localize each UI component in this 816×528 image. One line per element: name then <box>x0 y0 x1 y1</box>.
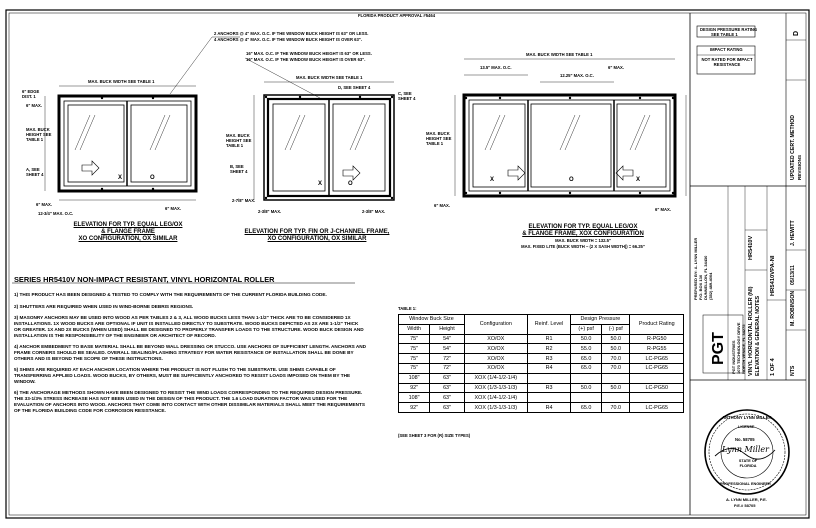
table-cell: R2 <box>527 344 570 354</box>
e2-b-sheet: B, SEE SHEET 4 <box>230 164 248 174</box>
tb-impact: IMPACT RATING <box>710 47 743 52</box>
seal-license: LICENSE <box>738 425 755 429</box>
table-row <box>399 334 684 344</box>
e2-note-top-1: 2 ANCHORS @ 4" MAX. O.C. IF THE WINDOW BUCK HEIGHT IS 63" OR LESS. <box>214 31 369 36</box>
th-rating: Product Rating <box>630 315 684 335</box>
table-cell: 72" <box>430 354 465 364</box>
pgt-logo: PGT <box>710 332 727 365</box>
table-cell: 70.0 <box>601 363 630 373</box>
note-3: 3) MASONRY ANCHORS MAY BE USED INTO WOOD AS PER TABLES 2 & 3, ALL WOOD BUCKS LESS THAN 1-1/2" THICK ARE TO BE CONSIDERED 1X INSTALLATIONS. 1X WOOD BUCKS ARE OPTIONAL IF UNIT IS INSTALLED DIRECTLY TO SUBSTRATE. WOOD BUCKS DEPICTED AS 2X ARE 1-1/2" THICK OR GREATER. 1X AND 2X BUCKS (WHEN USED) SHALL BE DESIGNED TO PROPERLY TRANSFER LOADS TO THE STRUCTURE. WOOD BUCK DESIGN AND INSTALLATION IS THE RESPONSIBILITY OF THE ENGINEER OR ARCHITECT OF RECORD. <box>14 315 364 338</box>
tb-maker-1: PGT INDUSTRIES <box>731 340 736 374</box>
e2-o: O <box>348 181 353 187</box>
table-cell: XOX (1/3-1/3-1/3) <box>464 383 527 393</box>
table-cell: 72" <box>430 363 465 373</box>
elevation-3-drawing <box>455 59 686 196</box>
e1-caption-2: & FLANGE FRAME <box>101 229 155 235</box>
e3-caption-1: ELEVATION FOR TYP. EQUAL LEG/OX <box>528 224 638 230</box>
table-row <box>399 363 684 373</box>
e1-a-edge: A, SEE SHEET 4 <box>26 167 44 177</box>
table-cell: 63" <box>430 383 465 393</box>
tb-company-4: (352) 489-4004 <box>708 272 713 300</box>
table-cell: XOX (1/3-1/3-1/3) <box>464 403 527 413</box>
e1-buck-height: MAX. BUCK HEIGHT SEE TABLE 1 <box>26 127 52 142</box>
design-table <box>398 314 684 413</box>
th-buck: Window Buck Size <box>399 315 465 325</box>
table-row <box>399 403 684 413</box>
table-cell: R1 <box>527 334 570 344</box>
e3-caption-2: & FLANGE FRAME, XOX CONFIGURATION <box>522 231 644 237</box>
e1-six-max-top: 6" MAX. <box>26 103 42 108</box>
table-cell: XOX (1/4-1/2-1/4) <box>464 393 527 403</box>
table-cell: 50.0 <box>601 334 630 344</box>
tb-maker-3: NORTH VENICE, FL 34275 <box>741 324 746 374</box>
seal-num: No. 58705 <box>735 437 755 442</box>
tb-company-1: PREPARED BY: A. LYNN MILLER <box>693 237 698 300</box>
table-row <box>399 383 684 393</box>
table-body <box>399 334 684 412</box>
e1-max-buck-width: MAX. BUCK WIDTH SEE TABLE 1 <box>88 79 155 84</box>
note-4: 4) ANCHOR EMBEDMENT TO BASE MATERIAL SHALL BE BEYOND WALL DRESSING OR STUCCO. USE ANCHORS OF SUFFICIENT LENGTH. ANCHORS AND FRAME CORNERS SHOULD BE SEALED. OVERALL SEALING/FLASHING STRATEGY FOR WATER RESISTANCE OF INSTALLATION SHALL BE DONE BY OTHERS AND IS BEYOND THE SCOPE OF THESE INSTRUCTIONS. <box>14 344 367 361</box>
th-config: Configuration <box>464 315 527 335</box>
seal-signature: Lynn Miller <box>722 445 769 454</box>
e3-sub-1: MAX. BUCK WIDTH = 132.5" <box>555 238 611 243</box>
e2-oc-r: 2-3/8" MAX. <box>362 209 386 214</box>
e1-caption-3: XO CONFIGURATION, OX SIMILAR <box>78 236 178 242</box>
tb-desc: ELEVATION & GENERAL NOTES <box>755 295 761 376</box>
th-dp: Design Pressure <box>571 315 630 325</box>
e3-a: 13.5" MAX. O.C. <box>480 65 512 70</box>
table-cell: 108" <box>399 373 430 383</box>
table-cell <box>601 373 630 383</box>
tb-drawn: J. HEWITT <box>790 220 796 246</box>
table-cell: 50.0 <box>571 334 602 344</box>
table-cell: 50.0 <box>601 344 630 354</box>
table-cell: LC-PG65 <box>630 403 684 413</box>
tb-series: HR5410V <box>748 235 754 260</box>
table-label: TABLE 1: <box>398 306 417 311</box>
note-6: 6) THE ANCHORAGE METHODS SHOWN HAVE BEEN DESIGNED TO RESIST THE WIND LOADS CORRESPONDING TO THE REQUIRED DESIGN PRESSURE. THE 33-1/3% STRESS INCREASE HAS NOT BEEN USED IN THE DESIGN OF THIS PRODUCT. THE 1.6 LOAD DURATION FACTOR WAS USED FOR THE EVALUATION OF ANCHORS INTO WOOD. ANCHORS THAT COME INTO CONTACT WITH OTHER DISSIMILAR MATERIALS SHALL MEET THE REQUIREMENTS OF THE FLORIDA BUILDING CODE FOR CORROSION RESISTANCE. <box>14 390 366 413</box>
table-cell: R3 <box>527 383 570 393</box>
e2-oc-l: 2-3/8" MAX. <box>258 209 282 214</box>
table-cell <box>527 393 570 403</box>
table-cell: 50.0 <box>571 383 602 393</box>
table-cell: R4 <box>527 363 570 373</box>
e3-c: 6" MAX. <box>608 65 624 70</box>
e3-e: 6" MAX. <box>434 203 450 208</box>
table-cell: 55.0 <box>571 344 602 354</box>
seal-pe: PROFESSIONAL ENGINEER <box>720 482 771 486</box>
table-cell: 70.0 <box>601 403 630 413</box>
tb-revision-label: REVISIONS <box>797 154 802 180</box>
table-footnote: (SEE SHEET 3 FOR (R) SIZE TYPES) <box>398 433 471 438</box>
e2-note-oc-2: 16" MAX. O.C. IF THE WINDOW BUCK HEIGHT IS OVER 63". <box>246 57 366 62</box>
table-cell: XO/OX <box>464 354 527 364</box>
table-cell: XOX (1/4-1/2-1/4) <box>464 373 527 383</box>
e2-caption-2: XO CONFIGURATION, OX SIMILAR <box>267 236 367 242</box>
table-cell: LC-PG65 <box>630 354 684 364</box>
tb-product: VINYL HORIZONTAL ROLLER (NI) <box>748 286 754 376</box>
table-cell: 63" <box>430 403 465 413</box>
table-row <box>399 354 684 364</box>
table-cell: LC-PG65 <box>630 363 684 373</box>
tb-company-3: DUNNELLON, FL 34430 <box>703 255 708 300</box>
tb-design-pressure: DESIGN PRESSURE RATING <box>700 27 758 32</box>
e1-caption-1: ELEVATION FOR TYP. EQUAL LEG/OX <box>73 222 183 228</box>
table-row <box>399 393 684 403</box>
e3-f: 6" MAX. <box>655 207 671 212</box>
seal-footer-2: P.E.# 58705 <box>734 503 756 508</box>
note-1: 1) THIS PRODUCT HAS BEEN DESIGNED & TESTED TO COMPLY WITH THE REQUIREMENTS OF THE CURRENT FLORIDA BUILDING CODE. <box>14 292 327 297</box>
table-cell <box>601 393 630 403</box>
seal-state: STATE OF FLORIDA <box>738 459 758 468</box>
e2-buck-height: MAX. BUCK HEIGHT SEE TABLE 1 <box>226 133 252 148</box>
table-cell: 92" <box>399 383 430 393</box>
e3-x1: X <box>490 177 495 183</box>
table-cell: 75" <box>399 334 430 344</box>
e2-note-top-2: 4 ANCHORS @ 4" MAX. O.C. IF THE WINDOW BUCK HEIGHT IS OVER 63". <box>214 37 362 42</box>
th-reinf: Reinf. Level <box>527 315 570 335</box>
tb-rev-no: D <box>793 30 800 36</box>
approval-number: FLORIDA PRODUCT APPROVAL #5464 <box>358 13 436 18</box>
table-cell: 65.0 <box>571 403 602 413</box>
table-cell: 65.0 <box>571 354 602 364</box>
table-cell: 54" <box>430 344 465 354</box>
tb-checked: M. ROBINSON <box>790 290 796 326</box>
table-row <box>399 344 684 354</box>
th-neg: (-) psf <box>601 324 630 334</box>
e3-max-buck-width: MAX. BUCK WIDTH SEE TABLE 1 <box>526 52 593 57</box>
table-cell: 108" <box>399 393 430 403</box>
th-width: Width <box>399 324 430 334</box>
table-cell: 92" <box>399 403 430 413</box>
table-cell: R4 <box>527 403 570 413</box>
table-cell: 65.0 <box>571 363 602 373</box>
e2-note-oc-1: 16" MAX. O.C. IF THE WINDOW BUCK HEIGHT IS 63" OR LESS. <box>246 51 372 56</box>
th-height: Height <box>430 324 465 334</box>
e1-six-edge: 6" EDGE DIST. 1 <box>22 89 40 99</box>
table-cell: R3 <box>527 354 570 364</box>
e2-caption-1: ELEVATION FOR TYP. FIN OR J-CHANNEL FRAME, <box>244 229 390 235</box>
seal-name: ANTHONY LYNN MILLER <box>722 415 772 420</box>
table-row <box>399 373 684 383</box>
table-cell: LC-PG50 <box>630 383 684 393</box>
elevation-1-drawing <box>45 86 197 200</box>
table-cell: 70.0 <box>601 354 630 364</box>
seal-footer-1: A. LYNN MILLER, P.E. <box>726 497 767 502</box>
e3-x2: X <box>636 177 641 183</box>
e2-c-sheet: C, SEE SHEET 4 <box>398 91 416 101</box>
table-cell: 75" <box>399 344 430 354</box>
table-cell: 63" <box>430 373 465 383</box>
table-cell <box>571 393 602 403</box>
e1-oc: 12-3/4" MAX. O.C. <box>38 211 74 216</box>
e2-two-max: 2-7/8" MAX. <box>232 198 256 203</box>
note-5: 5) SHIMS ARE REQUIRED AT EACH ANCHOR LOCATION WHERE THE PRODUCT IS NOT FLUSH TO THE SUBSTRATE. USE SHIMS CAPABLE OF TRANSFERRING APPLIED LOADS. WOOD BUCKS, BY OTHERS, MUST BE SUFFICIENTLY ANCHORED TO RESIST LOADS IMPOSED ON THEM BY THE WINDOW. <box>14 367 351 384</box>
tb-sheet: 1 OF 4 <box>770 358 776 376</box>
e3-sub-2: MAX. FIXED LITE (BUCK WIDTH – (2 X SASH WIDTH)) = 66.25" <box>521 244 645 249</box>
table-cell: 54" <box>430 334 465 344</box>
general-notes <box>14 292 366 419</box>
e1-x: X <box>118 175 123 181</box>
e2-max-buck-width: MAX. BUCK WIDTH SEE TABLE 1 <box>296 75 363 80</box>
tb-date: 05/13/11 <box>790 265 796 285</box>
e3-o: O <box>569 177 574 183</box>
e2-x: X <box>318 181 323 187</box>
table-cell: 50.0 <box>601 383 630 393</box>
tb-revision-1: UPDATED CERT. METHOD <box>790 114 796 180</box>
th-pos: (+) psf <box>571 324 602 334</box>
note-2: 2) SHUTTERS ARE REQUIRED WHEN USED IN WIND-BORNE DEBRIS REGIONS. <box>14 303 194 309</box>
e1-six-max-bl: 6" MAX. <box>36 202 52 207</box>
table-cell: XO/OX <box>464 363 527 373</box>
e2-d-sheet: D, SEE SHEET 4 <box>338 85 371 90</box>
table-cell: R-PG50 <box>630 334 684 344</box>
e3-d: MAX. BUCK HEIGHT SEE TABLE 1 <box>426 131 452 146</box>
table-cell: 75" <box>399 363 430 373</box>
table-cell: R-PG55 <box>630 344 684 354</box>
tb-maker-2: 1070 TECHNOLOGY DRIVE <box>736 322 741 374</box>
e3-b: 12.25" MAX. O.C. <box>560 73 594 78</box>
e1-six-max-br: 6" MAX. <box>165 206 181 211</box>
table-cell <box>630 393 684 403</box>
table-cell: XO/OX <box>464 344 527 354</box>
table-cell: 75" <box>399 354 430 364</box>
table-cell: XO/OX <box>464 334 527 344</box>
table-cell <box>527 373 570 383</box>
tb-see-table: SEE TABLE 1 <box>711 32 738 37</box>
tb-scale: NTS <box>790 365 796 376</box>
e1-o: O <box>150 175 155 181</box>
series-title: SERIES HR5410V NON-IMPACT RESISTANT, VINYL HORIZONTAL ROLLER <box>14 275 275 284</box>
table-cell <box>630 373 684 383</box>
tb-drawing-no: HR5410VPA-NI <box>770 255 776 296</box>
table-cell: 63" <box>430 393 465 403</box>
table-cell <box>571 373 602 383</box>
tb-company-2: P.O. BOX 130 <box>698 274 703 300</box>
tb-not-rated: NOT RATED FOR IMPACT RESISTANCE <box>701 57 753 67</box>
